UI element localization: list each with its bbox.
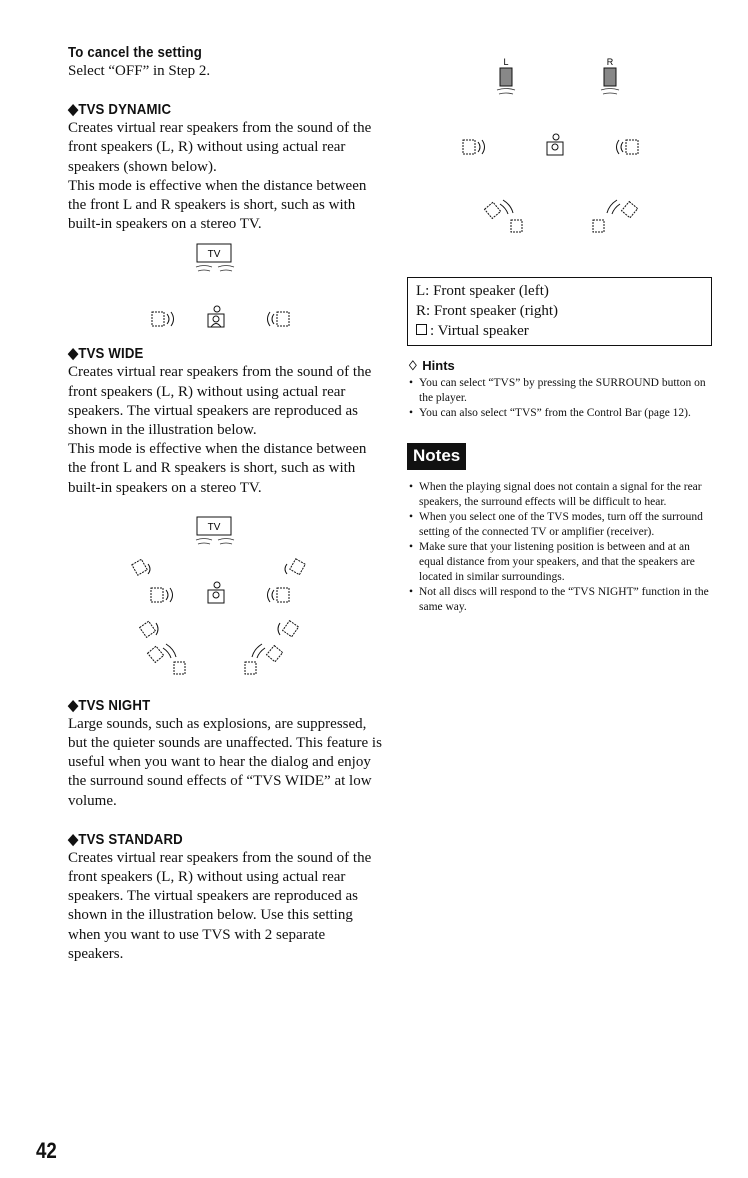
virtual-square-icon bbox=[416, 324, 427, 335]
listener-icon bbox=[547, 134, 563, 155]
list-item: • When the playing signal does not contain a signal for the rear speakers, the surround effects will be difficult to hear. bbox=[407, 480, 712, 510]
speaker-legend bbox=[407, 277, 712, 346]
tvs-night-section bbox=[68, 697, 384, 811]
list-item: • When you select one of the TVS modes, turn off the surround setting of the connected TV or amplifier (receiver). bbox=[407, 510, 712, 540]
tvs-standard-diagram bbox=[407, 54, 712, 264]
tvs-wide-p1: Creates virtual rear speakers from the sound of the front speakers (L, R) without using actual rear speakers. The virtual speakers are reproduced as shown in the illustration below. bbox=[68, 364, 372, 439]
virtual-speaker-icon bbox=[485, 200, 522, 232]
virtual-speaker-icon bbox=[278, 620, 299, 636]
cancel-heading: To cancel the setting bbox=[68, 44, 203, 61]
legend-front-left: L: Front speaker (left) bbox=[416, 283, 549, 299]
listener-icon bbox=[208, 582, 224, 603]
tv-label: TV bbox=[207, 249, 221, 261]
tvs-wide-section bbox=[68, 345, 384, 702]
hints-list bbox=[407, 376, 712, 421]
tvs-wide-heading: ◆TVS WIDE bbox=[68, 345, 144, 363]
virtual-speaker-icon bbox=[593, 200, 638, 232]
tvs-dynamic-p2: This mode is effective when the distance between the front L and R speakers is short, such as with built-in speakers on a stereo TV. bbox=[68, 177, 367, 233]
notes-badge: Notes bbox=[407, 443, 466, 470]
tvs-dynamic-heading: ◆TVS DYNAMIC bbox=[68, 101, 172, 119]
tvs-night-heading: ◆TVS NIGHT bbox=[68, 696, 151, 714]
list-item: • Make sure that your listening position is between and at an equal distance from your speakers, and that the speakers are located in similar surroundings. bbox=[407, 540, 712, 585]
virtual-speaker-icon bbox=[245, 644, 283, 674]
list-item: • Not all discs will respond to the “TVS NIGHT” function in the same way. bbox=[407, 585, 712, 615]
cancel-section bbox=[68, 44, 384, 81]
notes-list bbox=[407, 480, 712, 615]
cancel-text: Select “OFF” in Step 2. bbox=[68, 63, 211, 79]
tv-label: TV bbox=[207, 521, 221, 533]
tvs-standard-heading: ◆TVS STANDARD bbox=[68, 830, 183, 848]
front-left-label: L bbox=[503, 57, 509, 67]
legend-virtual: : Virtual speaker bbox=[416, 321, 705, 341]
tvs-dynamic-diagram bbox=[68, 234, 384, 346]
tvs-standard-section bbox=[68, 831, 384, 964]
virtual-speaker-icon bbox=[268, 588, 290, 602]
tvs-dynamic-section bbox=[68, 101, 384, 351]
virtual-speaker-icon bbox=[152, 312, 174, 326]
virtual-speaker-icon bbox=[132, 559, 150, 575]
list-item: • You can select “TVS” by pressing the SURROUND button on the player. bbox=[407, 376, 712, 406]
front-right-label: R bbox=[606, 57, 614, 67]
listener-icon bbox=[208, 306, 224, 327]
hints-title: ♢ Hints bbox=[407, 358, 455, 373]
page-number: 42 bbox=[36, 1138, 57, 1163]
virtual-speaker-icon bbox=[151, 588, 173, 602]
tvs-dynamic-p1: Creates virtual rear speakers from the sound of the front speakers (L, R) without using actual rear speakers (shown below). bbox=[68, 120, 372, 175]
tvs-wide-p2: This mode is effective when the distance between the front L and R speakers is short, such as with built-in speakers on a stereo TV. bbox=[68, 441, 367, 496]
tvs-night-text: Large sounds, such as explosions, are suppressed, but the quieter sounds are unaffected. This feature is useful when you want to hear the dialog and enjoy the surround sound effects of “TVS WIDE” at low volume. bbox=[68, 715, 382, 809]
lightbulb-icon: ♢ bbox=[407, 358, 423, 373]
list-item: • You can also select “TVS” from the Control Bar (page 12). bbox=[407, 406, 712, 421]
tvs-wide-diagram bbox=[68, 498, 384, 698]
legend-front-right: R: Front speaker (right) bbox=[416, 303, 559, 319]
virtual-speaker-icon bbox=[285, 559, 305, 575]
front-speaker-icon bbox=[497, 68, 515, 94]
tvs-standard-text: Creates virtual rear speakers from the sound of the front speakers (L, R) without using actual rear speakers. The virtual speakers are reproduced as shown in the illustration below. Use this setting when you want to use TVS with 2 separate speakers. bbox=[68, 849, 372, 962]
front-speaker-icon bbox=[601, 68, 619, 94]
virtual-speaker-icon bbox=[617, 140, 639, 154]
virtual-speaker-icon bbox=[140, 621, 158, 637]
virtual-speaker-icon bbox=[148, 644, 185, 674]
virtual-speaker-icon bbox=[268, 312, 290, 326]
virtual-speaker-icon bbox=[463, 140, 485, 154]
